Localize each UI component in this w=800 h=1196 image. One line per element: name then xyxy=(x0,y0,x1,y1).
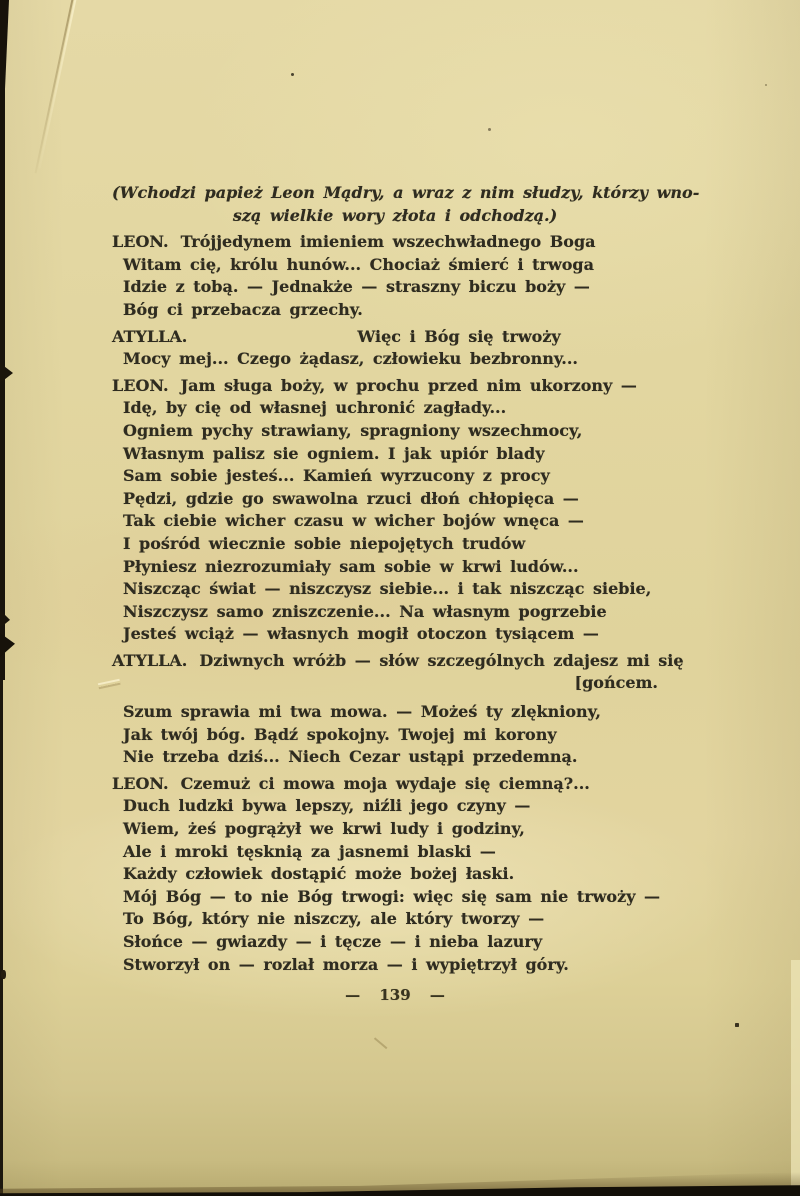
paper-speck xyxy=(291,73,294,76)
speaker-label: ATYLLA. xyxy=(112,326,188,346)
right-page-edge xyxy=(791,960,800,1196)
dialogue-line xyxy=(112,773,678,796)
verse-line: Niszcząc świat — niszczysz siebie... i tak niszcząc siebie, xyxy=(123,579,652,599)
verse-line: Witam cię, królu hunów... Chociaż śmierć i trwoga xyxy=(123,254,594,274)
verse-line: Idę, by cię od własnej uchronić zagłady... xyxy=(123,398,507,418)
verse-text: Więc i Bóg się trwoży xyxy=(357,326,561,346)
bottom-scan-edge xyxy=(0,1181,800,1196)
verse-line: Słońce — gwiazdy — i tęcze — i nieba lazury xyxy=(123,932,543,951)
paper-speck xyxy=(735,1023,739,1027)
paper-speck xyxy=(488,128,491,131)
verse-line: Szum sprawia mi twa mowa. — Możeś ty zlękniony, xyxy=(123,702,601,722)
verse-line: Bóg ci przebacza grzechy. xyxy=(123,299,363,319)
verse-line: To Bóg, który nie niszczy, ale który tworzy — xyxy=(123,909,545,929)
verse-line: Ogniem pychy strawiany, spragniony wszechmocy, xyxy=(123,420,583,440)
stage-direction-line: (Wchodzi papież Leon Mądry, a wraz z nim słudzy, którzy wno- xyxy=(112,183,700,202)
verse-line: Idzie z tobą. — Jednakże — straszny biczu boży — xyxy=(123,277,590,297)
verse-line: Pędzi, gdzie go swawolna rzuci dłoń chłopięca — xyxy=(123,488,579,508)
paper-scratch xyxy=(373,1037,388,1050)
speaker-label: LEON. xyxy=(112,232,169,252)
verse-line: Ale i mroki tęsknią za jasnemi blaski — xyxy=(123,841,496,861)
left-scan-edge-lower xyxy=(0,680,3,1196)
left-edge-speck xyxy=(1,970,6,979)
left-edge-burr xyxy=(0,610,10,628)
speaker-label: LEON. xyxy=(112,773,169,793)
verse-text: Czemuż ci mowa moja wydaje się ciemną?... xyxy=(180,773,590,793)
dialogue-line xyxy=(112,375,678,398)
verse-line: Wiem, żeś pogrążył we krwi ludy i godziny, xyxy=(123,819,525,839)
verse-line: Nie trzeba dziś... Niech Cezar ustąpi przedemną. xyxy=(123,747,578,767)
verse-line: Każdy człowiek dostąpić może bożej łaski. xyxy=(123,864,515,884)
verse-line: Płyniesz niezrozumiały sam sobie w krwi ludów... xyxy=(123,556,579,576)
paper-speck xyxy=(765,84,767,86)
page-number: — 139 — xyxy=(345,986,445,1004)
left-edge-burr xyxy=(0,633,15,657)
verse-line: Jesteś wciąż — własnych mogił otoczon tysiącem — xyxy=(123,624,599,644)
verse-text: Dziwnych wróżb — słów szczególnych zdajesz mi się xyxy=(199,650,684,670)
dialogue-line xyxy=(112,326,678,349)
dialogue-line xyxy=(112,650,684,673)
speaker-label: ATYLLA. xyxy=(112,650,188,670)
verse-text: Trójjedynem imieniem wszechwładnego Boga xyxy=(180,232,596,252)
verse-line: Jak twój bóg. Bądź spokojny. Twojej mi korony xyxy=(123,724,557,744)
verse-line: Niszczysz samo zniszczenie... Na własnym pogrzebie xyxy=(123,601,607,621)
verse-line: Stworzył on — rozlał morza — i wypiętrzył góry. xyxy=(123,954,569,974)
verse-line: Tak ciebie wicher czasu w wicher bojów wnęca — xyxy=(123,511,584,531)
text-block xyxy=(112,182,700,976)
dialogue-line xyxy=(112,231,678,254)
verse-line: Mocy mej... Czego żądasz, człowieku bezbronny... xyxy=(123,349,578,369)
left-edge-burr xyxy=(0,363,13,383)
left-edge-wedge xyxy=(0,0,9,130)
verse-line: Sam sobie jesteś... Kamień wyrzucony z procy xyxy=(123,466,550,486)
verse-line: Duch ludzki bywa lepszy, niźli jego czyny — xyxy=(123,796,531,816)
paper-crease-highlight xyxy=(39,0,78,168)
verse-line: Mój Bóg — to nie Bóg trwogi: więc się sam nie trwoży — xyxy=(123,886,661,906)
verse-line: Własnym palisz sie ogniem. I jak upiór blady xyxy=(123,443,545,463)
stage-direction-line: szą wielkie wory złota i odchodzą.) xyxy=(232,205,558,225)
paper-crease xyxy=(35,0,75,173)
bottom-scan-shadow xyxy=(0,1172,800,1196)
verse-text: Jam sługa boży, w prochu przed nim ukorzony — xyxy=(180,375,637,395)
verse-line: [gońcem. xyxy=(574,673,658,693)
verse-line: I pośród wiecznie sobie niepojętych trudów xyxy=(123,533,526,553)
speaker-label: LEON. xyxy=(112,375,169,395)
left-scan-edge xyxy=(0,0,5,680)
